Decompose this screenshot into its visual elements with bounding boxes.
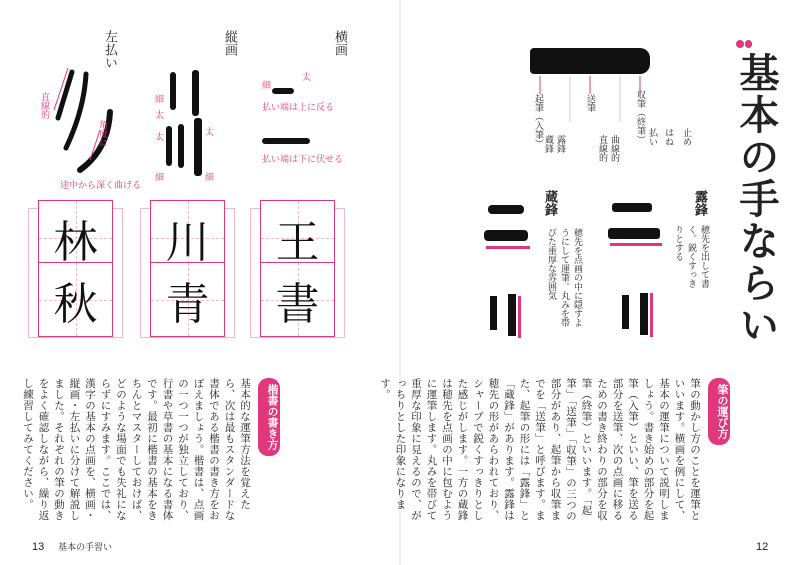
roho-sample-stroke [622, 295, 629, 329]
yoko-note-top: 払い端は上に反る [262, 103, 335, 113]
roho-sample-highlight [650, 293, 653, 337]
tate-stroke-2 [192, 70, 199, 116]
diagram-label-roho: 露鋒 [555, 135, 565, 153]
diagram-label-hane: はね [663, 128, 673, 146]
tate-stroke-4 [178, 124, 184, 168]
diagram-label-sohitsu: 送筆 [585, 94, 595, 112]
roho-sample-stroke [608, 228, 660, 239]
tate-note-2: 太 [155, 111, 165, 121]
label-hidaribarai: 左払い [102, 30, 117, 69]
tate-note-1: 細 [155, 95, 165, 105]
zoho-sample-highlight [518, 296, 521, 338]
tate-stroke-5 [194, 118, 202, 176]
zoho-sample-highlight [486, 246, 530, 249]
label-tatekaku: 縦画 [222, 30, 237, 56]
sample-char: 林 [53, 216, 98, 268]
diagram-stroke [530, 48, 650, 74]
harai-strokes [50, 60, 130, 180]
title-bullet-icon [736, 40, 752, 50]
zoho-desc: 穂先を点画の中に隠すようにして運筆。丸みを帯びた重厚な雰囲気 [546, 228, 582, 327]
sample-box-2 [260, 262, 335, 337]
page-title: 基本の手ならい [733, 52, 780, 346]
zoho-title: 蔵鋒 [542, 190, 557, 216]
section-tab-unpitsu: 筆の運び方 [708, 378, 730, 445]
sample-box-4 [150, 262, 225, 337]
tate-note-4: 細 [155, 173, 165, 183]
yoko-note-bottom: 払い端は下に伏せる [262, 155, 344, 165]
right-body-text: 筆の動かし方のことを運筆といいます。横画を例にして、基本の運筆について説明しましょう。書き始めの部分を起筆（入筆）といい、筆を送る部分を送筆、次の点画に移るための書き終わりの部分を収筆（終筆）といいます。「起筆」「送筆」「収筆」の三つの部分があり、起筆から収筆までを「送筆」と呼びます。また、起筆の形には「露鋒」と「蔵鋒」があります。露鋒は穂先の形があらわれており、シャープで鋭くすっきりとした感じがします。一方の蔵鋒は穂先を点画の中に包むように運筆します。丸みを帯びて重厚な印象に見えるので、がっちりとした印象になります。 [379, 378, 701, 522]
harai-note-kiten: 角度に [97, 120, 107, 147]
diagram-connectors [530, 72, 670, 132]
sample-char: 青 [165, 278, 210, 330]
sample-char: 川 [165, 216, 210, 268]
tate-stroke-1 [170, 72, 176, 110]
roho-sample-stroke [612, 203, 652, 212]
right-page [379, 0, 800, 565]
diagram-label-kyokusen: 曲線的 [609, 135, 619, 162]
harai-note-tochu: 途中から深く曲げる [60, 181, 142, 191]
diagram-label-shuhitsu: 収筆（終筆） [635, 90, 645, 144]
page-number-left: 13 [32, 541, 45, 553]
harai-note-chokusen: 直線的 [39, 92, 49, 119]
tate-stroke-3 [166, 126, 172, 166]
diagram-label-kihitsu: 起筆（入筆） [533, 94, 543, 148]
left-body-text: 基本的な運筆方法を覚えたら、次は最もスタンダードな書体である楷書の書き方をおぼえましょう。楷書は、点画の一つ一つが独立しており、行書や草書の基本になる書体です。最初に楷書の基本をきちんとマスターしておけば、どのような場面でも失礼にならずにすみます。ここでは、漢字の基本の点画を、横画・縦画・左払いに分けて解説しました。それぞれの筆の動きをよく確認しながら、繰り返し練習してみてください。 [22, 378, 251, 521]
roho-sample-stroke [640, 293, 648, 335]
zoho-sample-stroke [488, 205, 524, 214]
yoko-note-hoso: 細 [262, 81, 272, 91]
diagram-label-tome: 止め [681, 128, 691, 146]
zoho-sample-stroke [490, 296, 497, 330]
sample-box-6 [38, 262, 113, 337]
sample-char: 秋 [53, 278, 98, 330]
diagram-label-chokusen: 直線的 [597, 135, 607, 162]
diagram-label-zoho: 蔵鋒 [543, 135, 553, 153]
yoko-stroke-long [262, 138, 310, 144]
sample-char: 王 [275, 216, 320, 268]
sample-char: 書 [275, 278, 320, 330]
yoko-note-futo: 太 [302, 73, 312, 83]
section-tab-kaisho: 楷書の書き方 [258, 378, 280, 456]
zoho-sample-stroke [484, 230, 528, 241]
roho-desc: 穂先を出して書く。鋭くすっきりとする [673, 225, 709, 288]
page-number-right: 12 [756, 541, 769, 553]
footer-title: 基本の手習い [58, 543, 113, 553]
roho-sample-highlight [610, 243, 662, 246]
yoko-stroke-short [272, 88, 294, 94]
tate-note-3: 太 [155, 133, 165, 143]
roho-title: 露鋒 [692, 190, 707, 216]
tate-note-6: 細 [205, 173, 215, 183]
label-yokokaku: 横画 [332, 30, 347, 56]
diagram-label-harai: 払い [647, 128, 657, 146]
zoho-sample-stroke [508, 294, 516, 336]
tate-note-5: 太 [205, 128, 215, 138]
